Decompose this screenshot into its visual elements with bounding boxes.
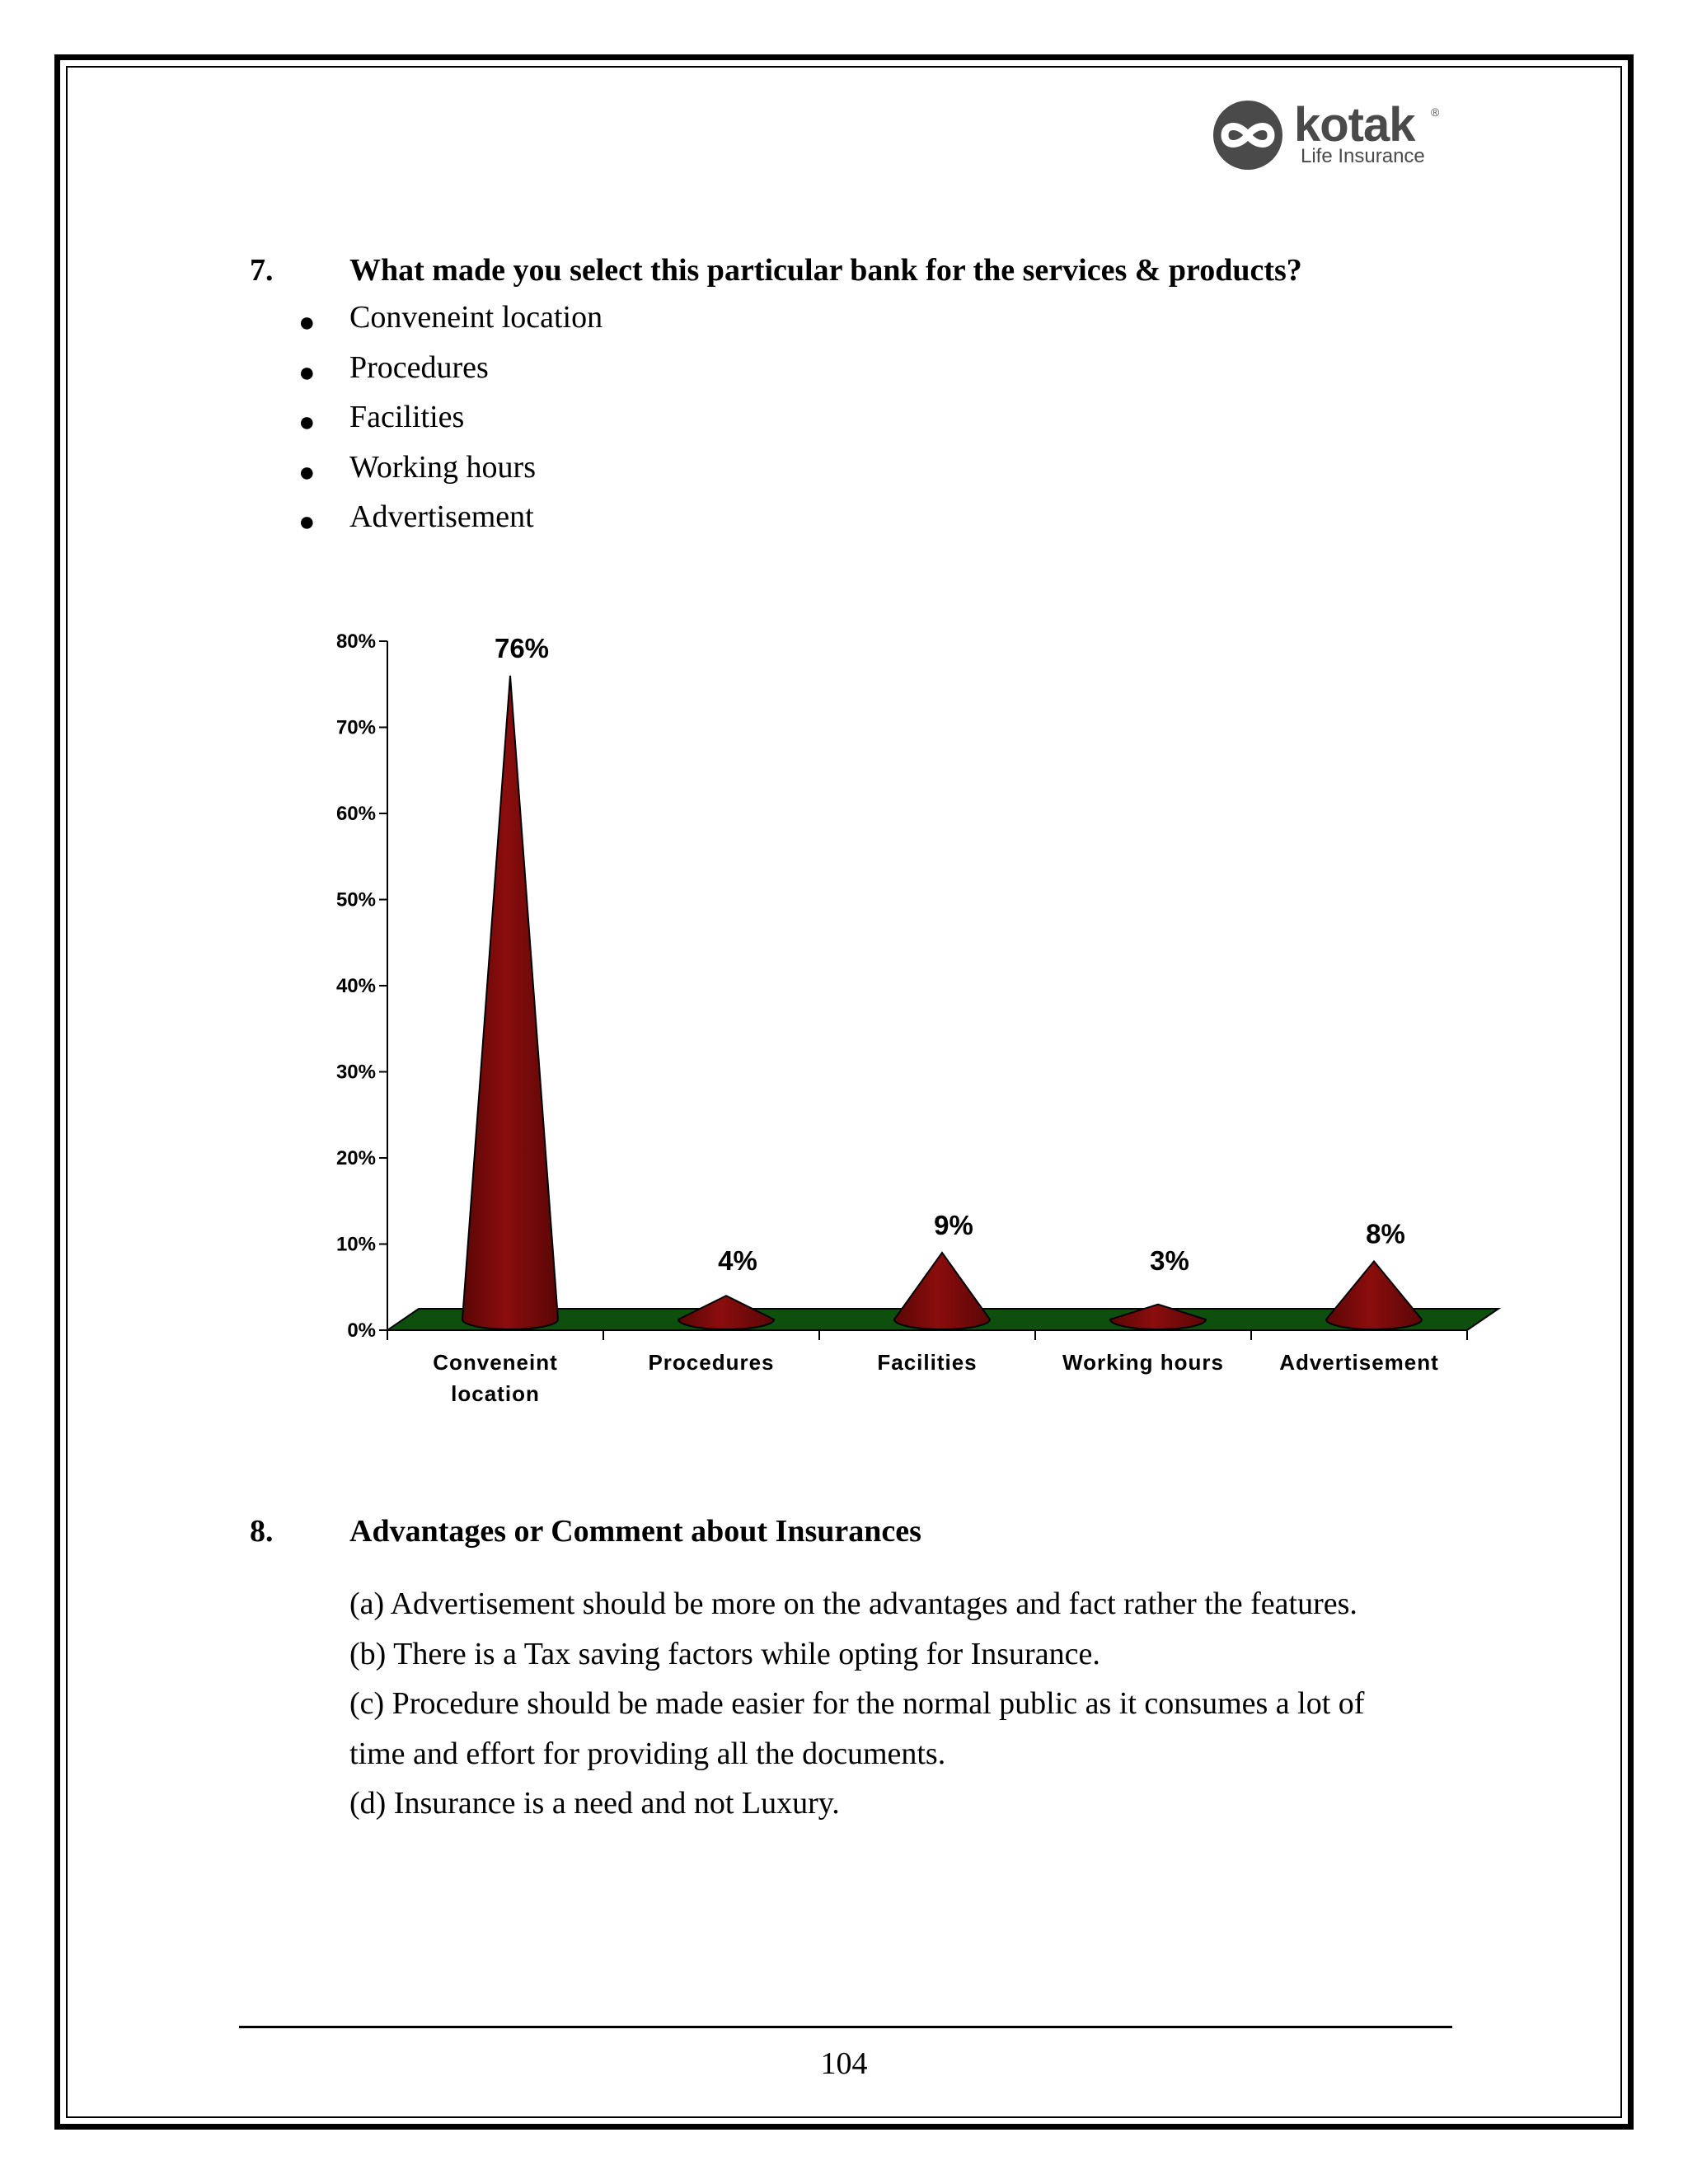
comment-line: (c) Procedure should be made easier for the normal public as it consumes a lot of (349, 1686, 1365, 1721)
category-label: Working hours (1062, 1350, 1224, 1375)
comment-line: (b) There is a Tax saving factors while opting for Insurance. (349, 1636, 1100, 1671)
data-label: 8% (1366, 1218, 1405, 1249)
cone-bar (1326, 1261, 1422, 1329)
cone-bar (462, 676, 558, 1329)
category-label: location (451, 1381, 540, 1406)
option-label: Facilities (349, 400, 465, 434)
option-label: Procedures (349, 349, 489, 385)
option-label: Conveneint location (349, 300, 603, 335)
y-tick-label: 20% (335, 1147, 376, 1169)
question-8-comments (349, 1579, 1454, 1829)
bullet-icon: ● (298, 407, 316, 438)
y-tick-label: 0% (347, 1319, 376, 1342)
data-label: 9% (934, 1209, 973, 1240)
comment-line: (a) Advertisement should be more on the advantages and fact rather the features. (349, 1586, 1357, 1621)
cone-bar (894, 1253, 990, 1329)
footer-divider (239, 2026, 1452, 2028)
y-tick-label: 60% (335, 803, 376, 825)
logo-subtitle: Life Insurance (1301, 145, 1425, 167)
bullet-icon: ● (298, 507, 316, 537)
question-8-number: 8. (250, 1514, 274, 1549)
y-tick-label: 70% (335, 716, 376, 739)
bullet-icon: ● (298, 457, 316, 488)
category-label: Advertisement (1279, 1350, 1439, 1375)
category-label: Facilities (877, 1350, 978, 1375)
bullet-icon: ● (298, 357, 316, 388)
y-tick-label: 50% (335, 888, 376, 912)
y-tick-label: 80% (335, 630, 376, 653)
logo-registered-mark: ® (1431, 105, 1440, 119)
y-tick-label: 10% (335, 1233, 376, 1256)
logo-brand: kotak (1294, 98, 1415, 152)
data-label: 3% (1150, 1245, 1189, 1276)
question-7-text: What made you select this particular bank for the services & products? (349, 253, 1302, 288)
page-number: 104 (820, 2046, 868, 2081)
comment-line: time and effort for providing all the documents. (349, 1736, 946, 1771)
data-label: 76% (494, 632, 550, 663)
data-label: 4% (718, 1245, 757, 1276)
category-label: Conveneint (433, 1350, 558, 1375)
option-label: Working hours (349, 449, 536, 485)
comment-line: (d) Insurance is a need and not Luxury. (349, 1786, 840, 1821)
category-label: Procedures (648, 1350, 775, 1375)
question-7-number: 7. (250, 253, 274, 288)
bullet-icon: ● (298, 307, 316, 338)
option-label: Advertisement (349, 499, 534, 534)
cone-bar (678, 1296, 774, 1329)
question-8-title: Advantages or Comment about Insurances (349, 1514, 921, 1549)
y-tick-label: 40% (335, 975, 376, 997)
y-tick-label: 30% (335, 1061, 376, 1084)
